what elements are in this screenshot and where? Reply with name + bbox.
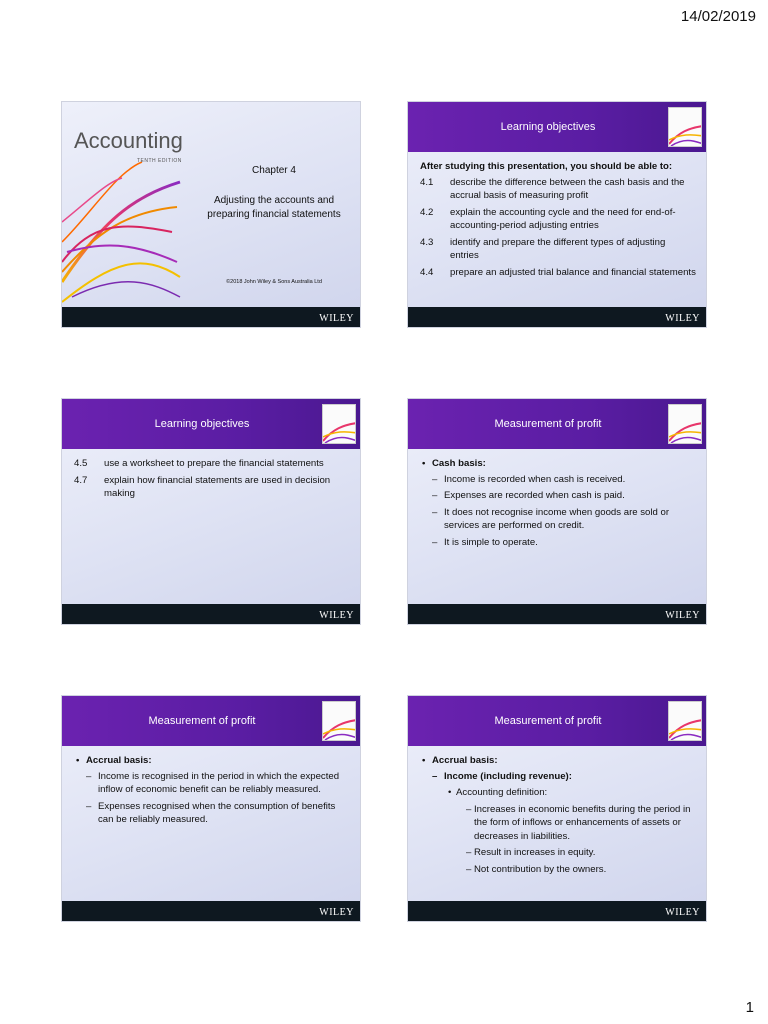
chapter-subtitle: Adjusting the accounts and preparing financial statements xyxy=(207,195,341,220)
objective-item xyxy=(74,457,350,471)
book-cover-thumbnail xyxy=(322,404,356,444)
book-cover-thumbnail xyxy=(668,701,702,741)
slide-body xyxy=(420,754,696,879)
slide-footer xyxy=(408,901,706,921)
objective-text: identify and prepare the different types of adjusting entries xyxy=(450,236,666,261)
slide-header xyxy=(408,696,706,746)
dash-item: – Expenses recognised when the consumption of benefits can be reliably measured. xyxy=(86,800,336,825)
slide-title-text: Measurement of profit xyxy=(494,418,602,430)
objective-item xyxy=(74,474,350,501)
dash-item: – Income is recognised in the period in which the expected inflow of economic benefit can be reliably measured. xyxy=(86,770,340,795)
dash-item-text: Income is recognised in the period in which the expected inflow of economic benefit can be reliably measured. xyxy=(98,770,340,795)
wiley-logo: WILEY xyxy=(319,313,354,324)
slide-learning-objectives-2 xyxy=(61,398,361,625)
slide-footer xyxy=(408,307,706,327)
objectives-intro: After studying this presentation, you should be able to: xyxy=(420,161,673,172)
slide-accrual-basis-2 xyxy=(407,695,707,922)
sub-heading-text: Income (including revenue): xyxy=(444,770,572,782)
slide-learning-objectives-1 xyxy=(407,101,707,328)
objective-text: use a worksheet to prepare the financial statements xyxy=(104,458,324,469)
chapter-label: Chapter 4 xyxy=(252,165,296,176)
slide-body xyxy=(420,160,696,282)
dash-item-text: Income is recorded when cash is received. xyxy=(444,473,626,485)
objective-number: 4.2 xyxy=(420,206,434,218)
objective-number: 4.5 xyxy=(74,458,88,469)
book-title: Accounting xyxy=(74,128,183,153)
book-cover-thumbnail xyxy=(668,107,702,147)
book-edition: TENTH EDITION xyxy=(137,158,182,164)
objective-number: 4.3 xyxy=(420,236,434,248)
dash-item-text: Increases in economic benefits during the period in the form of inflows or enhancements of assets or decreases in liabilities. xyxy=(474,803,691,842)
copyright-text: ©2018 John Wiley & Sons Australia Ltd xyxy=(226,279,322,285)
slide-header xyxy=(408,399,706,449)
slide-title-text: Measurement of profit xyxy=(494,715,602,727)
objective-text: describe the difference between the cash basis and the accrual basis of measuring profit xyxy=(450,176,685,201)
objective-number: 4.7 xyxy=(74,474,88,486)
page-number: 1 xyxy=(745,999,754,1016)
dash-item: – Increases in economic benefits during the period in the form of inflows or enhancements of assets or decreases in liabilities. xyxy=(466,803,691,842)
slide-header xyxy=(62,696,360,746)
objective-number: 4.4 xyxy=(420,266,434,278)
slide-title-text: Learning objectives xyxy=(500,121,596,133)
objective-text: prepare an adjusted trial balance and financial statements xyxy=(450,266,696,278)
wiley-logo: WILEY xyxy=(665,610,700,621)
slide-body xyxy=(74,457,350,504)
objective-number: 4.1 xyxy=(420,176,434,188)
dash-item: – Not contribution by the owners. xyxy=(466,863,607,875)
slide-body xyxy=(74,754,350,830)
objective-item xyxy=(420,176,696,203)
slide-footer xyxy=(62,901,360,921)
slide-header xyxy=(62,399,360,449)
slide-title-text: Learning objectives xyxy=(154,418,250,430)
slide-body xyxy=(420,457,696,552)
slide-accrual-basis-1 xyxy=(61,695,361,922)
bullet-heading: • Accrual basis: xyxy=(420,754,696,768)
dash-item: – Result in increases in equity. xyxy=(466,847,596,858)
slide-title-text: Measurement of profit xyxy=(148,715,256,727)
slide-title xyxy=(61,101,361,328)
dash-item-text: It does not recognise income when goods are sold or services are performed on credit. xyxy=(444,506,670,531)
objective-item xyxy=(420,236,696,263)
objective-item xyxy=(420,266,696,280)
bullet-heading: • Cash basis: xyxy=(420,457,696,471)
bullet-heading: • Accrual basis: xyxy=(74,754,350,768)
dash-item: – Expenses are recorded when cash is paid. xyxy=(432,490,625,501)
slide-footer xyxy=(62,307,360,327)
header-date: 14/02/2019 xyxy=(680,8,756,25)
objective-text: explain the accounting cycle and the need for end-of-accounting-period adjusting entries xyxy=(450,206,676,231)
dash-item: – It is simple to operate. xyxy=(432,536,538,548)
book-cover-thumbnail xyxy=(668,404,702,444)
dash-item-text: It is simple to operate. xyxy=(444,536,538,548)
dash-item-text: Result in increases in equity. xyxy=(474,847,596,858)
wiley-logo: WILEY xyxy=(665,313,700,324)
dash-item-text: Expenses are recorded when cash is paid. xyxy=(444,490,625,501)
dash-sub-heading: – Income (including revenue): xyxy=(432,770,572,782)
book-cover-thumbnail xyxy=(322,701,356,741)
dash-item: – It does not recognise income when goods are sold or services are performed on credit. xyxy=(432,506,670,531)
slide-footer xyxy=(62,604,360,624)
dash-item-text: Not contribution by the owners. xyxy=(474,863,607,875)
wiley-logo: WILEY xyxy=(319,907,354,918)
dash-item-text: Expenses recognised when the consumption of benefits can be reliably measured. xyxy=(98,800,336,825)
slide-cash-basis xyxy=(407,398,707,625)
sub-bullet: • Accounting definition: xyxy=(420,786,696,800)
objective-item xyxy=(420,206,696,233)
wiley-logo: WILEY xyxy=(319,610,354,621)
slide-header xyxy=(408,102,706,152)
dash-item: – Income is recorded when cash is received. xyxy=(432,473,626,485)
objective-text: explain how financial statements are used in decision making xyxy=(104,474,331,499)
slide-footer xyxy=(408,604,706,624)
wiley-logo: WILEY xyxy=(665,907,700,918)
